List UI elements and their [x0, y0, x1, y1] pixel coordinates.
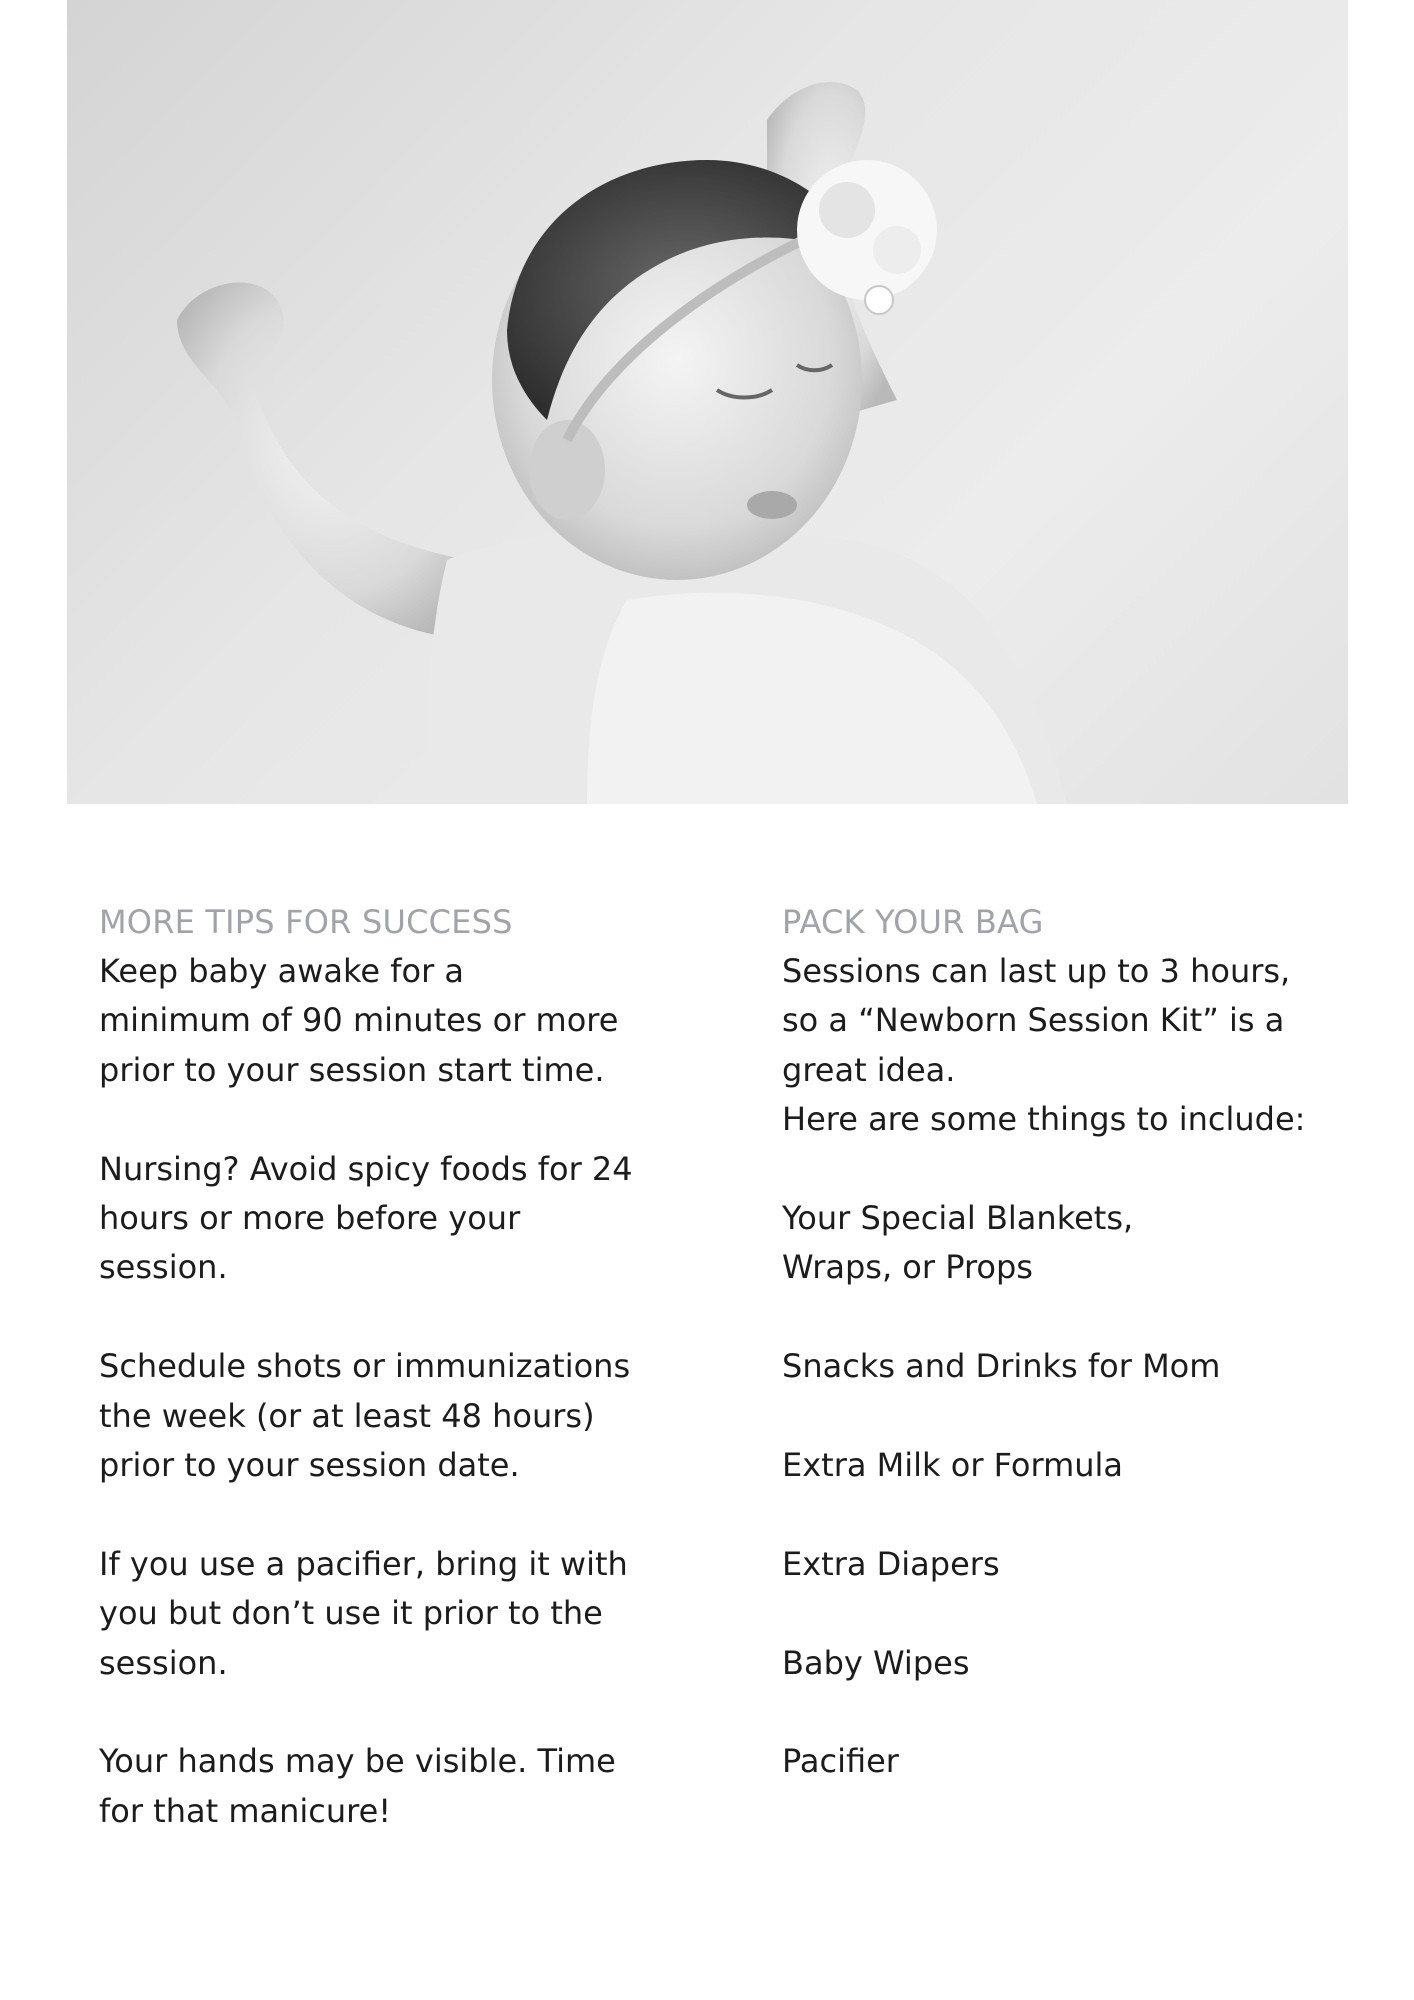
newborn-photo — [67, 0, 1348, 804]
tips-heading: MORE TIPS FOR SUCCESS — [99, 903, 513, 941]
pack-bag-intro: Sessions can last up to 3 hours, so a “Newborn Session Kit” is a great idea. Here are some things to include: — [782, 952, 1306, 1139]
bag-item: Pacifier — [782, 1742, 899, 1781]
tip-item: Keep baby awake for a minimum of 90 minutes or more prior to your session start time. — [99, 952, 619, 1089]
bag-item: Baby Wipes — [782, 1643, 970, 1682]
tip-item: Your hands may be visible. Time for that manicure! — [99, 1742, 616, 1830]
sleeping-baby-icon — [67, 0, 1348, 804]
bag-item: Snacks and Drinks for Mom — [782, 1347, 1221, 1386]
bag-item: Your Special Blankets, Wraps, or Props — [782, 1199, 1134, 1287]
bag-item: Extra Diapers — [782, 1544, 1000, 1583]
pack-bag-column — [782, 898, 1362, 1787]
tip-item: Nursing? Avoid spicy foods for 24 hours or more before your session. — [99, 1149, 633, 1287]
tips-column — [99, 898, 699, 1836]
tip-item: Schedule shots or immunizations the week (or at least 48 hours) prior to your session date. — [99, 1347, 631, 1485]
pack-bag-heading: PACK YOUR BAG — [782, 903, 1044, 941]
tip-item: If you use a pacifier, bring it with you but don’t use it prior to the session. — [99, 1544, 628, 1682]
bag-item: Extra Milk or Formula — [782, 1446, 1124, 1485]
